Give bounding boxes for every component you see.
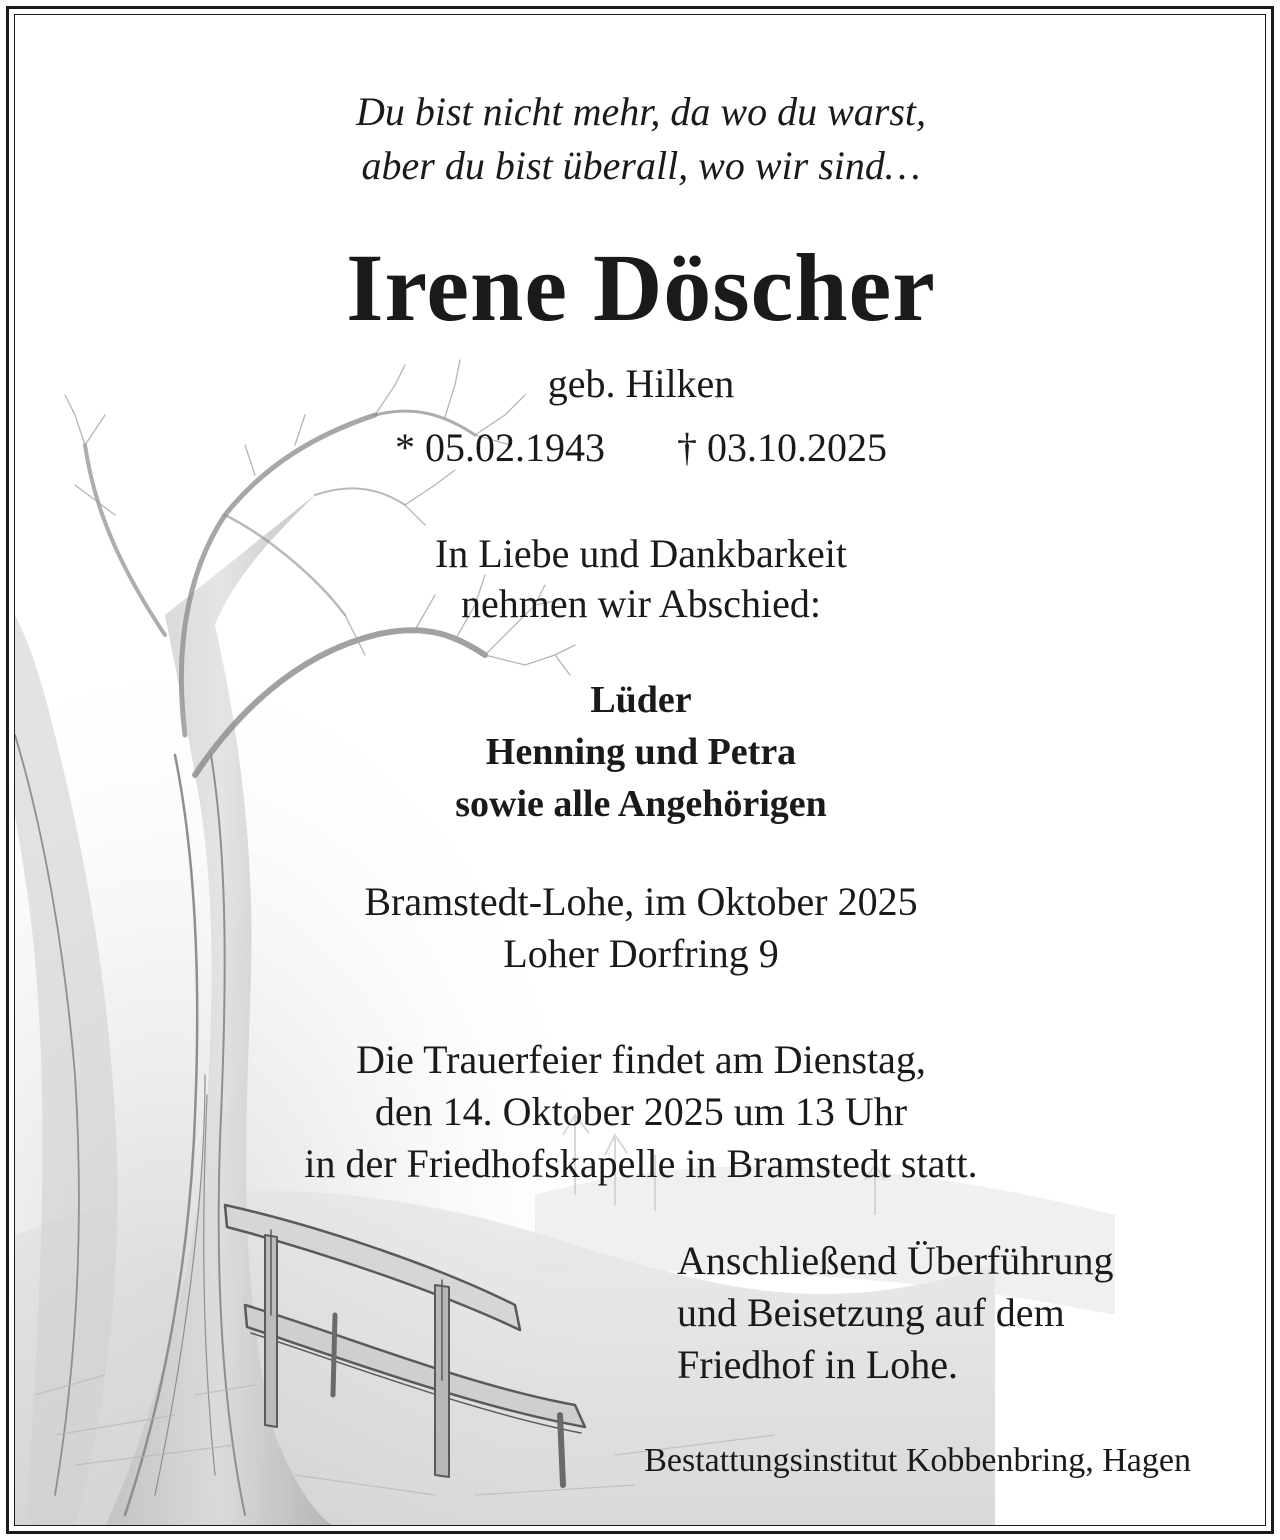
- death-date: † 03.10.2025: [677, 425, 887, 470]
- place-line-2: Loher Dorfring 9: [503, 931, 779, 976]
- service-line-1: Die Trauerfeier findet am Dienstag,: [356, 1037, 926, 1082]
- deceased-name: Irene Döscher: [346, 234, 936, 341]
- motto-line-1: Du bist nicht mehr, da wo du warst,: [355, 89, 927, 134]
- place-line-1: Bramstedt-Lohe, im Oktober 2025: [364, 879, 918, 924]
- obituary-text: [15, 15, 1266, 1526]
- farewell-line-2: nehmen wir Abschied:: [461, 581, 821, 626]
- farewell-line-1: In Liebe und Dankbarkeit: [434, 531, 848, 576]
- life-dates: [15, 423, 1266, 473]
- service-line-3: in der Friedhofskapelle in Bramstedt statt.: [304, 1141, 978, 1186]
- obituary-card: [14, 14, 1266, 1526]
- mourner-2: Henning und Petra: [485, 731, 797, 773]
- birth-date: * 05.02.1943: [395, 425, 605, 470]
- burial-line-3: Friedhof in Lohe.: [677, 1342, 959, 1387]
- mourner-1: Lüder: [590, 679, 692, 721]
- burial-line-2: und Beisetzung auf dem: [677, 1290, 1065, 1335]
- mourner-3: sowie alle Angehörigen: [455, 783, 827, 825]
- undertaker-credit: Bestattungsinstitut Kobbenbring, Hagen: [644, 1442, 1191, 1479]
- service-line-2: den 14. Oktober 2025 um 13 Uhr: [374, 1089, 908, 1134]
- maiden-name: geb. Hilken: [547, 361, 735, 406]
- motto-line-2: aber du bist überall, wo wir sind…: [361, 143, 921, 188]
- burial-line-1: Anschließend Überführung: [677, 1238, 1114, 1283]
